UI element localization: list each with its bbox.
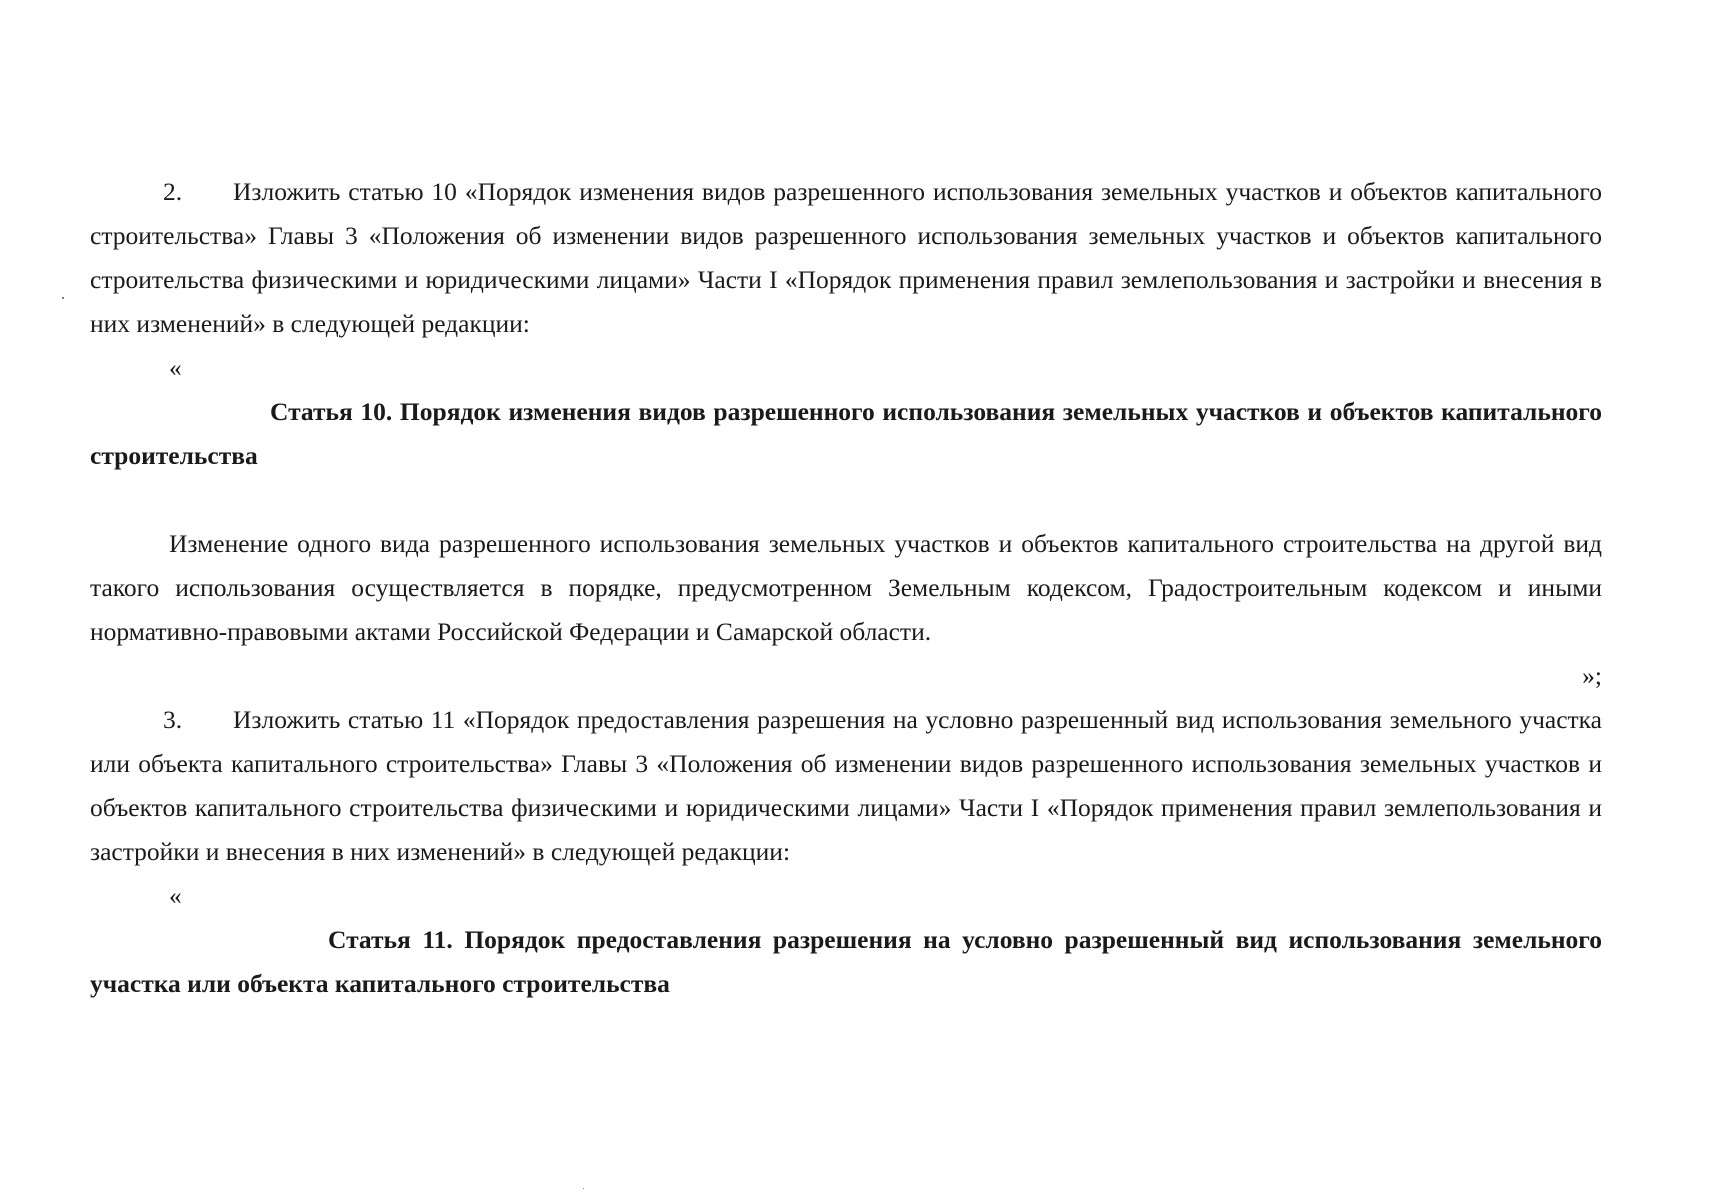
list-item-number: 2. — [163, 177, 183, 206]
document-body — [90, 170, 1602, 1006]
opening-quote: « — [169, 353, 182, 382]
closing-quote: »; — [1582, 661, 1602, 690]
scan-speck — [62, 297, 64, 299]
spacer — [90, 478, 1602, 522]
list-item-text: Изложить статью 11 «Порядок предоставления разрешения на условно разрешенный вид использования земельного участка или объекта капитального строительства» Главы 3 «Положения об изменении видов разрешенного использования земельных участков и объектов капитального строительства физическими и юридическими лицами» Части I «Порядок применения правил землепользования и застройки и внесения в них изменений» в следующей редакции: — [90, 705, 1602, 866]
article-11-heading: Статья 11. Порядок предоставления разрешения на условно разрешенный вид использования земельного участка или объекта капитального строительства — [90, 925, 1602, 998]
list-item-number: 3. — [163, 705, 183, 734]
article-10-heading: Статья 10. Порядок изменения видов разрешенного использования земельных участков и объектов капитального строительства — [90, 397, 1602, 470]
list-item-3 — [90, 698, 1602, 874]
list-item-2 — [90, 170, 1602, 346]
article-10-body: Изменение одного вида разрешенного использования земельных участков и объектов капитального строительства на другой вид такого использования осуществляется в порядке, предусмотренном Земельным кодексом, Градостроительным кодексом и иными нормативно-правовыми актами Российской Федерации и Самарской области. — [90, 529, 1602, 646]
scan-speck — [583, 1188, 584, 1189]
opening-quote: « — [169, 881, 182, 910]
list-item-text: Изложить статью 10 «Порядок изменения видов разрешенного использования земельных участков и объектов капитального строительства» Главы 3 «Положения об изменении видов разрешенного использования земельных участков и объектов капитального строительства физическими и юридическими лицами» Части I «Порядок применения правил землепользования и застройки и внесения в них изменений» в следующей редакции: — [90, 177, 1602, 338]
